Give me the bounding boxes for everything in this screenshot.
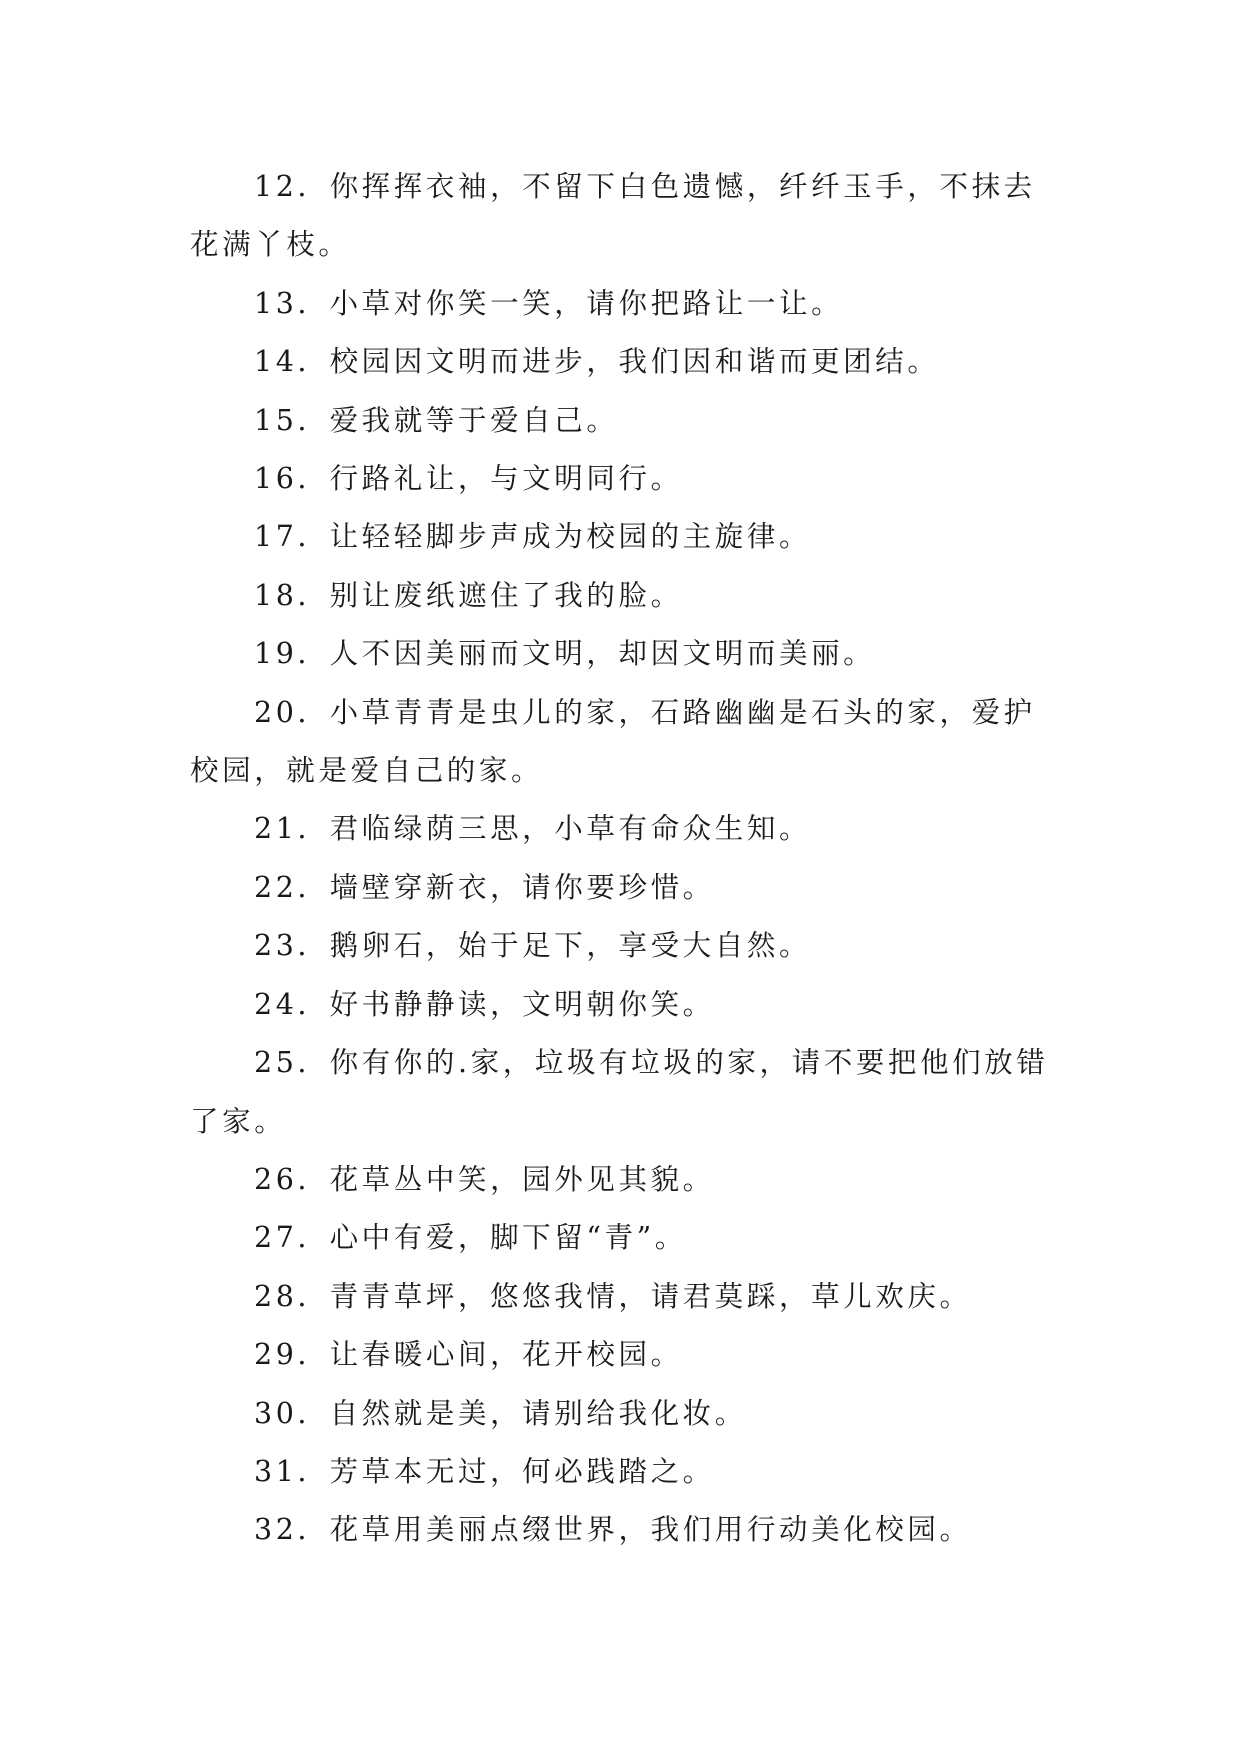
slogan-17: 17．让轻轻脚步声成为校园的主旋律。 [254,520,812,554]
slogan-16: 16．行路礼让，与文明同行。 [254,462,683,496]
slogan-14: 14．校园因文明而进步，我们因和谐而更团结。 [254,345,940,379]
slogan-30: 30．自然就是美，请别给我化妆。 [254,1396,747,1430]
slogan-31: 31．芳草本无过，何必践踏之。 [254,1454,715,1488]
slogan-18: 18．别让废纸遮住了我的脸。 [254,578,683,612]
slogan-26: 26．花草丛中笑，园外见其貌。 [254,1162,715,1196]
slogan-13: 13．小草对你笑一笑，请你把路让一让。 [254,286,844,320]
slogan-22: 22．墙壁穿新衣，请你要珍惜。 [254,870,715,904]
slogan-29: 29．让春暖心间，花开校园。 [254,1338,683,1372]
slogan-25: 25．你有你的.家，垃圾有垃圾的家，请不要把他们放错了家。 [190,1046,1049,1138]
slogan-27: 27．心中有爱，脚下留“青”。 [254,1221,687,1255]
document-body [190,158,1060,1560]
slogan-20: 20．小草青青是虫儿的家，石路幽幽是石头的家，爱护校园，就是爱自己的家。 [190,695,1036,788]
slogan-28: 28．青青草坪，悠悠我情，请君莫踩，草儿欢庆。 [254,1279,972,1313]
slogan-24: 24．好书静静读，文明朝你笑。 [254,987,715,1021]
slogan-15: 15．爱我就等于爱自己。 [254,403,619,437]
slogan-19: 19．人不因美丽而文明，却因文明而美丽。 [254,637,876,671]
slogan-32: 32．花草用美丽点缀世界，我们用行动美化校园。 [254,1513,972,1547]
slogan-21: 21．君临绿荫三思，小草有命众生知。 [254,812,812,846]
slogan-12: 12．你挥挥衣袖，不留下白色遗憾，纤纤玉手，不抹去花满丫枝。 [190,170,1036,262]
slogan-23: 23．鹅卵石，始于足下，享受大自然。 [254,929,812,963]
